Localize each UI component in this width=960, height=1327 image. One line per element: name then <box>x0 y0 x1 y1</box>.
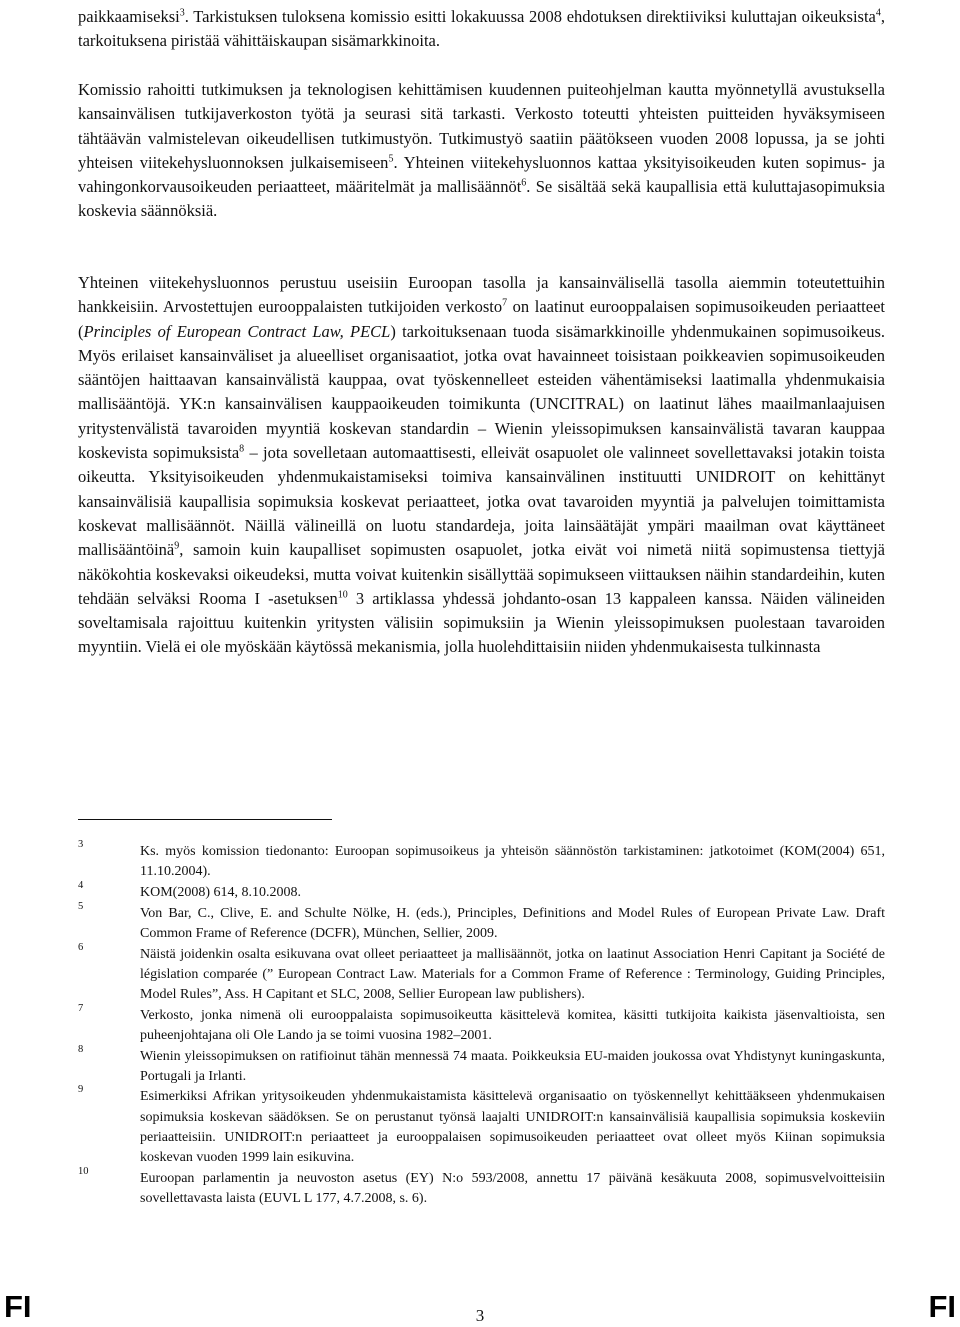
footnote-reference: 3 <box>179 7 185 19</box>
footnote-number: 9 <box>78 1084 84 1096</box>
footnote <box>78 900 885 944</box>
footnote-number: 7 <box>78 1002 84 1014</box>
footnote <box>78 1084 885 1168</box>
footnote-text: Ks. myös komission tiedonanto: Euroopan sopimusoikeus ja yhteisön säännöstön tarkistaminen: jatkotoimet (KOM(2004) 651, 11.10.2004). <box>140 844 885 880</box>
footnote <box>78 1043 885 1087</box>
footnote-number: 8 <box>78 1043 84 1055</box>
footnote-text: Euroopan parlamentin ja neuvoston asetus (EY) N:o 593/2008, annettu 17 päivänä kesäkuuta 2008, sopimusvelvoitteisiin sovellettavasta laista (EUVL L 177, 4.7.2008, s. 6). <box>140 1170 885 1206</box>
footnote-reference: 7 <box>502 297 508 309</box>
footnote <box>78 941 885 1006</box>
footnote <box>78 839 885 882</box>
page-number: 3 <box>475 1306 485 1325</box>
footnote-text: Verkosto, jonka nimenä oli eurooppalaista sopimusoikeutta käsittelevä komitea, käsitti tutkijoita kaikista jäsenvaltioista, sen puheenjohtajana oli Ole Lando ja se toimi vuosina 1982–2001. <box>140 1007 885 1043</box>
footnote-number: 5 <box>78 900 84 912</box>
footnote-text: Wienin yleissopimuksen on ratifioinut tähän mennessä 74 maata. Poikkeuksia EU-maiden joukossa ovat Yhdistynyt kuningaskunta, Portugali ja Irlanti. <box>140 1048 885 1084</box>
paragraph-1: paikkaamiseksi$^3$. Tarkistuksen tuloksena komissio esitti lokakuussa 2008 ehdotuksen direktiiviksi kuluttajan oikeuksista$^4$, tarkoituksena piristää vähittäiskaupan sisämarkkinoita. <box>78 7 885 51</box>
footnote <box>78 1165 885 1209</box>
footnote-text: Von Bar, C., Clive, E. and Schulte Nölke, H. (eds.), Principles, Definitions and Model Rules of European Private Law. Draft Common Frame of Reference (DCFR), München, Sellier, 2009. <box>140 905 885 941</box>
footnote-reference: 10 <box>337 589 348 601</box>
footnote-reference: 5 <box>388 153 394 165</box>
footnotes <box>78 839 885 1210</box>
footnote-number: 10 <box>78 1165 89 1177</box>
language-code-right: FI <box>928 1289 956 1324</box>
footnote-reference: 6 <box>521 177 527 189</box>
footnote-number: 4 <box>78 879 84 891</box>
footnote <box>78 879 885 903</box>
footnote-text: Näistä joidenkin osalta esikuvana ovat olleet periaatteet ja mallisäännöt, jotka on laatinut Association Henri Capitant ja Société de législation comparée (” European Contract Law. Materials for a Common Frame of Reference : Terminology, Guiding Principles, Model Rules”, Ass. H Capitant et SLC, 2008, Sellier European law publishers). <box>140 946 885 1002</box>
footnote <box>78 1002 885 1046</box>
footnote-reference: 4 <box>875 7 881 19</box>
paragraph-2: Komissio rahoitti tutkimuksen ja teknologisen kehittämisen kuudennen puiteohjelman kautta myönnetyllä avustuksella kansainvälisen tutkijaverkoston työtä ja seurasi sitä tarkasti. Verkosto toteutti yhteisten puitteiden hyväksymiseen tähtäävän valmistelevan oikeudellisen tutkimustyön. Tutkimustyö saatiin päätökseen vuoden 2008 lopussa, ja se johti yhteisen viitekehysluonnoksen julkaisemiseen$^5$. Yhteinen viitekehysluonnos kattaa yksityisoikeuden kuten sopimus- ja vahingonkorvausoikeuden periaatteet, määritelmät ja mallisäännöt$^6$. Se sisältää sekä kaupallisia että kuluttajasopimuksia koskevia säännöksiä. <box>78 80 885 221</box>
footnote-number: 3 <box>78 839 84 850</box>
footnote-reference: 9 <box>174 540 180 552</box>
footnote-reference: 8 <box>239 443 245 455</box>
footnote-text: KOM(2008) 614, 8.10.2008. <box>140 884 301 900</box>
language-code-left: FI <box>4 1289 32 1324</box>
footnote-separator <box>78 819 332 820</box>
footnote-number: 6 <box>78 941 84 953</box>
paragraph-3: Yhteinen viitekehysluonnos perustuu useisiin Euroopan tasolla ja kansainvälisellä tasolla aiemmin toteutettuihin hankkeisiin. Arvostettujen eurooppalaisten tutkijoiden verkosto$^7$ on laatinut eurooppalaisen sopimusoikeuden periaatteet (Principles of European Contract Law, PECL) tarkoituksenaan tuoda sisämarkkinoille yhdenmukainen sopimusoikeus. Myös erilaiset kansainväliset ja alueelliset organisaatiot, jotka ovat havainneet toisistaan poikkeavien sopimusoikeuden sääntöjen haittaavan kansainvälistä kauppaa, ovat työskennelleet esteiden vähentämiseksi laatimalla yhdenmukaisia mallisääntöjä. YK:n kansainvälisen kauppaoikeuden toimikunta (UNCITRAL) on laatinut lähes maailmanlaajuisen yritystenvälistä tavaroiden myyntiä koskevan standardin – Wienin yleissopimuksen kansainvälistä tavaran kauppaa koskevista sopimuksista$^8$ – jota sovelletaan automaattisesti, elleivät osapuolet ole valinneet sovellettavaksi jotakin toista oikeutta. Yksityisoikeuden yhdenmukaistamiseksi toimiva kansainvälinen instituutti UNIDROIT on kehittänyt kansainvälisiä kaupallisia sopimuksia koskevat periaatteet, jotka ovat tavaroiden myyntiä ja palvelujen toimittamista koskevat mallisäännöt. Näillä välineillä on luotu standardeja, joita lainsäätäjät ympäri maailman ovat käyttäneet mallisääntöinä$^9$, samoin kuin kaupalliset sopimusten osapuolet, jotka eivät voi nimetä niitä sopimustensa tiettyjä näkökohtia koskevaksi oikeudeksi, mutta voivat kuitenkin sisällyttää sopimukseen viittauksen näihin standardeihin, kuten tehdään selväksi Rooma I -asetuksen$^{10}$ 3 artiklassa yhdessä johdanto-osan 13 kappaleen kanssa. Näiden välineiden soveltamisala rajoittuu kuitenkin yritysten välisiin sopimuksiin ja Wienin yleissopimuksen puolestaan tavaroiden myyntiin. Vielä ei ole myöskään käytössä mekanismia, jolla huolehdittaisiin niiden yhdenmukaisesta tulkinnasta <box>78 273 885 657</box>
italic-title: Principles of European Contract Law, PECL <box>83 321 391 341</box>
footnote-text: Esimerkiksi Afrikan yritysoikeuden yhdenmukaistamista käsittelevä organisaatio on työskennellyt kehittääkseen yhdenmukaisen sopimuksia koskevan säädöksen. Se on perustanut työnsä laajalti UNIDROIT:n kansainvälisiä kaupallisia sopimuksia koskeviin periaatteisiin. UNIDROIT:n periaatteet ja eurooppalaisen sopimusoikeuden periaatteet ovat olleet myös Kiinan sopimuksia koskevan vuoden 1999 lain esikuvina. <box>140 1089 885 1166</box>
